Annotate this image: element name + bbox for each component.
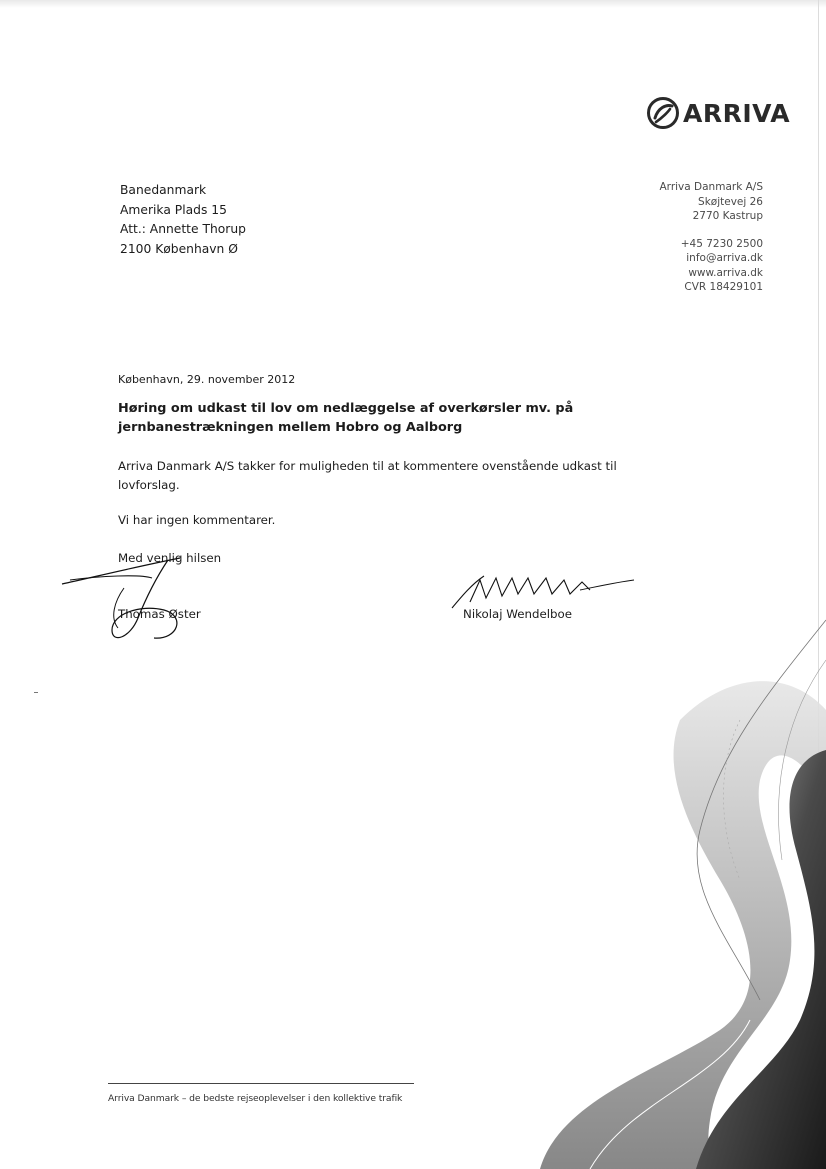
recipient-line: Amerika Plads 15 (120, 202, 227, 217)
sender-street: Skøjtevej 26 (698, 195, 763, 208)
arriva-logo-icon (646, 96, 680, 130)
footer-divider (108, 1083, 414, 1084)
letter-date: København, 29. november 2012 (118, 373, 296, 386)
sender-phone: +45 7230 2500 (680, 237, 763, 250)
brand-name: ARRIVA (683, 98, 791, 128)
sender-cvr: CVR 18429101 (684, 281, 763, 293)
scan-mark (34, 692, 38, 693)
sender-city: 2770 Kastrup (692, 210, 763, 222)
recipient-line: Att.: Annette Thorup (120, 222, 246, 236)
scan-top-edge (0, 0, 826, 8)
sender-company: Arriva Danmark A/S (659, 181, 763, 193)
sender-web: www.arriva.dk (688, 266, 763, 279)
body-paragraph: Vi har ingen kommentarer. (118, 513, 276, 527)
recipient-line: Banedanmark (120, 183, 207, 197)
sender-email: info@arriva.dk (686, 252, 763, 264)
arriva-logo (646, 96, 790, 130)
signer-name: Nikolaj Wendelboe (463, 607, 572, 621)
footer-tagline: Arriva Danmark – de bedste rejseoplevelser i den kollektive trafik (108, 1093, 403, 1104)
recipient-address (120, 181, 246, 259)
closing-phrase: Med venlig hilsen (118, 551, 222, 565)
decorative-wave-graphic (520, 600, 826, 1169)
signer-name: Thomas Øster (118, 607, 201, 621)
body-paragraph: Arriva Danmark A/S takker for muligheden til at kommentere ovenstående udkast til lovforslag. (118, 459, 617, 492)
sender-address (660, 180, 764, 295)
recipient-line: 2100 København Ø (120, 241, 238, 256)
letter-subject: Høring om udkast til lov om nedlæggelse af overkørsler mv. på jernbanestrækningen mellem Hobro og Aalborg (118, 401, 574, 435)
